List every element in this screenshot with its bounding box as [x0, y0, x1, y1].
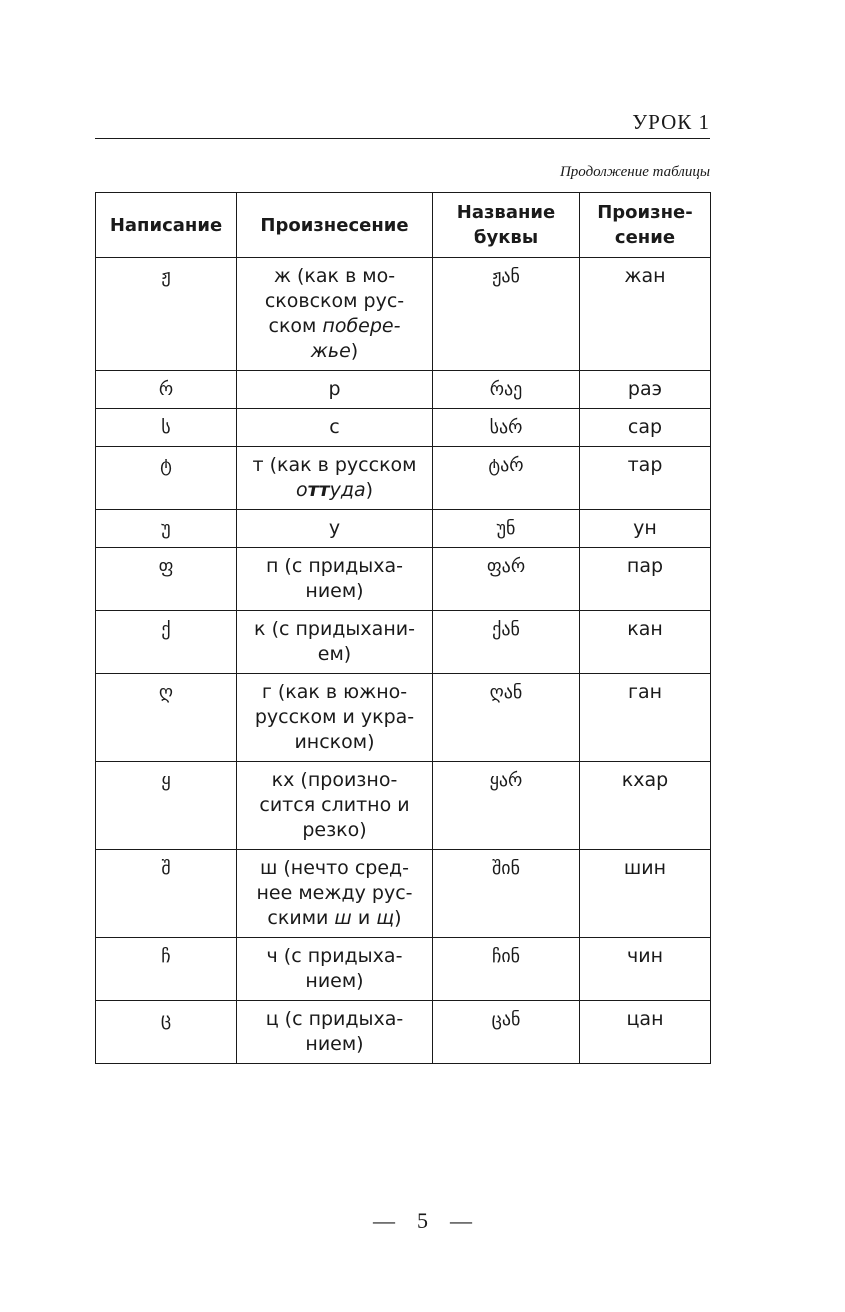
pronunciation-cell: у	[237, 510, 433, 548]
name-pronunciation-cell: чин	[580, 938, 711, 1001]
letter-cell: ჩ	[96, 938, 237, 1001]
name-pronunciation-cell: цан	[580, 1001, 711, 1064]
text-line: русском и укра-	[254, 706, 415, 728]
table-continuation-caption: Продолжение таблицы	[559, 164, 710, 180]
page-number: 5	[417, 1208, 428, 1233]
pronunciation-cell	[237, 674, 433, 762]
text-line: )	[394, 907, 402, 929]
pronunciation-cell: с	[237, 409, 433, 447]
letter-cell: ღ	[96, 674, 237, 762]
letter-name-cell: ცან	[433, 1001, 580, 1064]
text-line: т (как в русском	[252, 454, 417, 476]
example-word: о	[295, 479, 308, 501]
text-line: )	[365, 479, 374, 501]
alphabet-table	[95, 192, 711, 1064]
letter-name-cell: ტარ	[433, 447, 580, 510]
text-line: сится слитно и	[259, 794, 410, 816]
pronunciation-cell	[237, 850, 433, 938]
footer-dash-right: —	[450, 1208, 472, 1233]
letter-name-cell: ყარ	[433, 762, 580, 850]
letter-cell: უ	[96, 510, 237, 548]
name-pronunciation-cell: кхар	[580, 762, 711, 850]
page-footer	[0, 1208, 845, 1234]
text-line: ц (с придыха-	[265, 1008, 404, 1030]
col-header-name-pronunciation	[580, 193, 711, 258]
name-pronunciation-cell: ун	[580, 510, 711, 548]
letter-name-cell: ჩინ	[433, 938, 580, 1001]
text-line: и	[351, 907, 377, 929]
header-line: сение	[614, 227, 676, 248]
letter-name-cell: სარ	[433, 409, 580, 447]
letter-cell: ფ	[96, 548, 237, 611]
example-letter: ш	[334, 907, 352, 929]
lesson-header: УРОК 1	[632, 110, 710, 134]
text-line: к (с придыхани-	[254, 618, 415, 640]
table-row	[96, 258, 711, 371]
table-row	[96, 409, 711, 447]
name-pronunciation-cell: жан	[580, 258, 711, 371]
letter-name-cell: ჟან	[433, 258, 580, 371]
name-pronunciation-cell: ган	[580, 674, 711, 762]
text-line: г (как в южно-	[261, 681, 408, 703]
example-word: уда	[329, 479, 366, 501]
letter-cell: ს	[96, 409, 237, 447]
table-row	[96, 674, 711, 762]
example-emphasis: тт	[307, 479, 330, 501]
letter-cell: რ	[96, 371, 237, 409]
header-line: буквы	[473, 227, 539, 248]
example-word: жье	[310, 340, 351, 362]
text-line: ем)	[317, 643, 352, 665]
table-row	[96, 447, 711, 510]
letter-name-cell: რაე	[433, 371, 580, 409]
text-line: п (с придыха-	[265, 555, 404, 577]
letter-name-cell: ღან	[433, 674, 580, 762]
text-line: )	[350, 340, 359, 362]
letter-cell: ტ	[96, 447, 237, 510]
name-pronunciation-cell: кан	[580, 611, 711, 674]
letter-cell: ქ	[96, 611, 237, 674]
text-line: ш (нечто сред-	[259, 857, 410, 879]
text-line: нием)	[305, 580, 364, 602]
table-row	[96, 1001, 711, 1064]
letter-name-cell: ფარ	[433, 548, 580, 611]
pronunciation-cell: р	[237, 371, 433, 409]
header-line: Название	[456, 202, 556, 223]
table-row	[96, 850, 711, 938]
name-pronunciation-cell: тар	[580, 447, 711, 510]
table-row	[96, 938, 711, 1001]
text-line: ском	[268, 315, 323, 337]
pronunciation-cell	[237, 1001, 433, 1064]
pronunciation-cell	[237, 938, 433, 1001]
name-pronunciation-cell: пар	[580, 548, 711, 611]
letter-cell: ც	[96, 1001, 237, 1064]
letter-cell: ყ	[96, 762, 237, 850]
pronunciation-cell	[237, 611, 433, 674]
name-pronunciation-cell: раэ	[580, 371, 711, 409]
example-letter: щ	[376, 907, 395, 929]
letter-name-cell: უნ	[433, 510, 580, 548]
table-row	[96, 611, 711, 674]
letter-name-cell: ქან	[433, 611, 580, 674]
col-header-spelling: Написание	[96, 193, 237, 258]
col-header-letter-name	[433, 193, 580, 258]
col-header-pronunciation: Произнесение	[237, 193, 433, 258]
table-row	[96, 762, 711, 850]
footer-dash-left: —	[373, 1208, 395, 1233]
table-row	[96, 371, 711, 409]
text-line: ч (с придыха-	[266, 945, 403, 967]
table-row	[96, 548, 711, 611]
text-line: нее между рус-	[256, 882, 413, 904]
example-word: побере-	[322, 315, 401, 337]
pronunciation-cell	[237, 548, 433, 611]
table-row	[96, 510, 711, 548]
name-pronunciation-cell: сар	[580, 409, 711, 447]
letter-name-cell: შინ	[433, 850, 580, 938]
name-pronunciation-cell: шин	[580, 850, 711, 938]
letter-cell: ჟ	[96, 258, 237, 371]
text-line: скими	[267, 907, 335, 929]
header-line: Произне-	[597, 202, 693, 223]
text-line: нием)	[305, 970, 364, 992]
text-line: инском)	[294, 731, 375, 753]
letter-cell: შ	[96, 850, 237, 938]
pronunciation-cell	[237, 258, 433, 371]
text-line: нием)	[305, 1033, 364, 1055]
text-line: сковском рус-	[264, 290, 405, 312]
table-header-row	[96, 193, 711, 258]
header-rule	[95, 138, 710, 139]
text-line: ж (как в мо-	[273, 265, 396, 287]
pronunciation-cell	[237, 447, 433, 510]
text-line: кх (произно-	[271, 769, 398, 791]
text-line: резко)	[302, 819, 367, 841]
pronunciation-cell	[237, 762, 433, 850]
